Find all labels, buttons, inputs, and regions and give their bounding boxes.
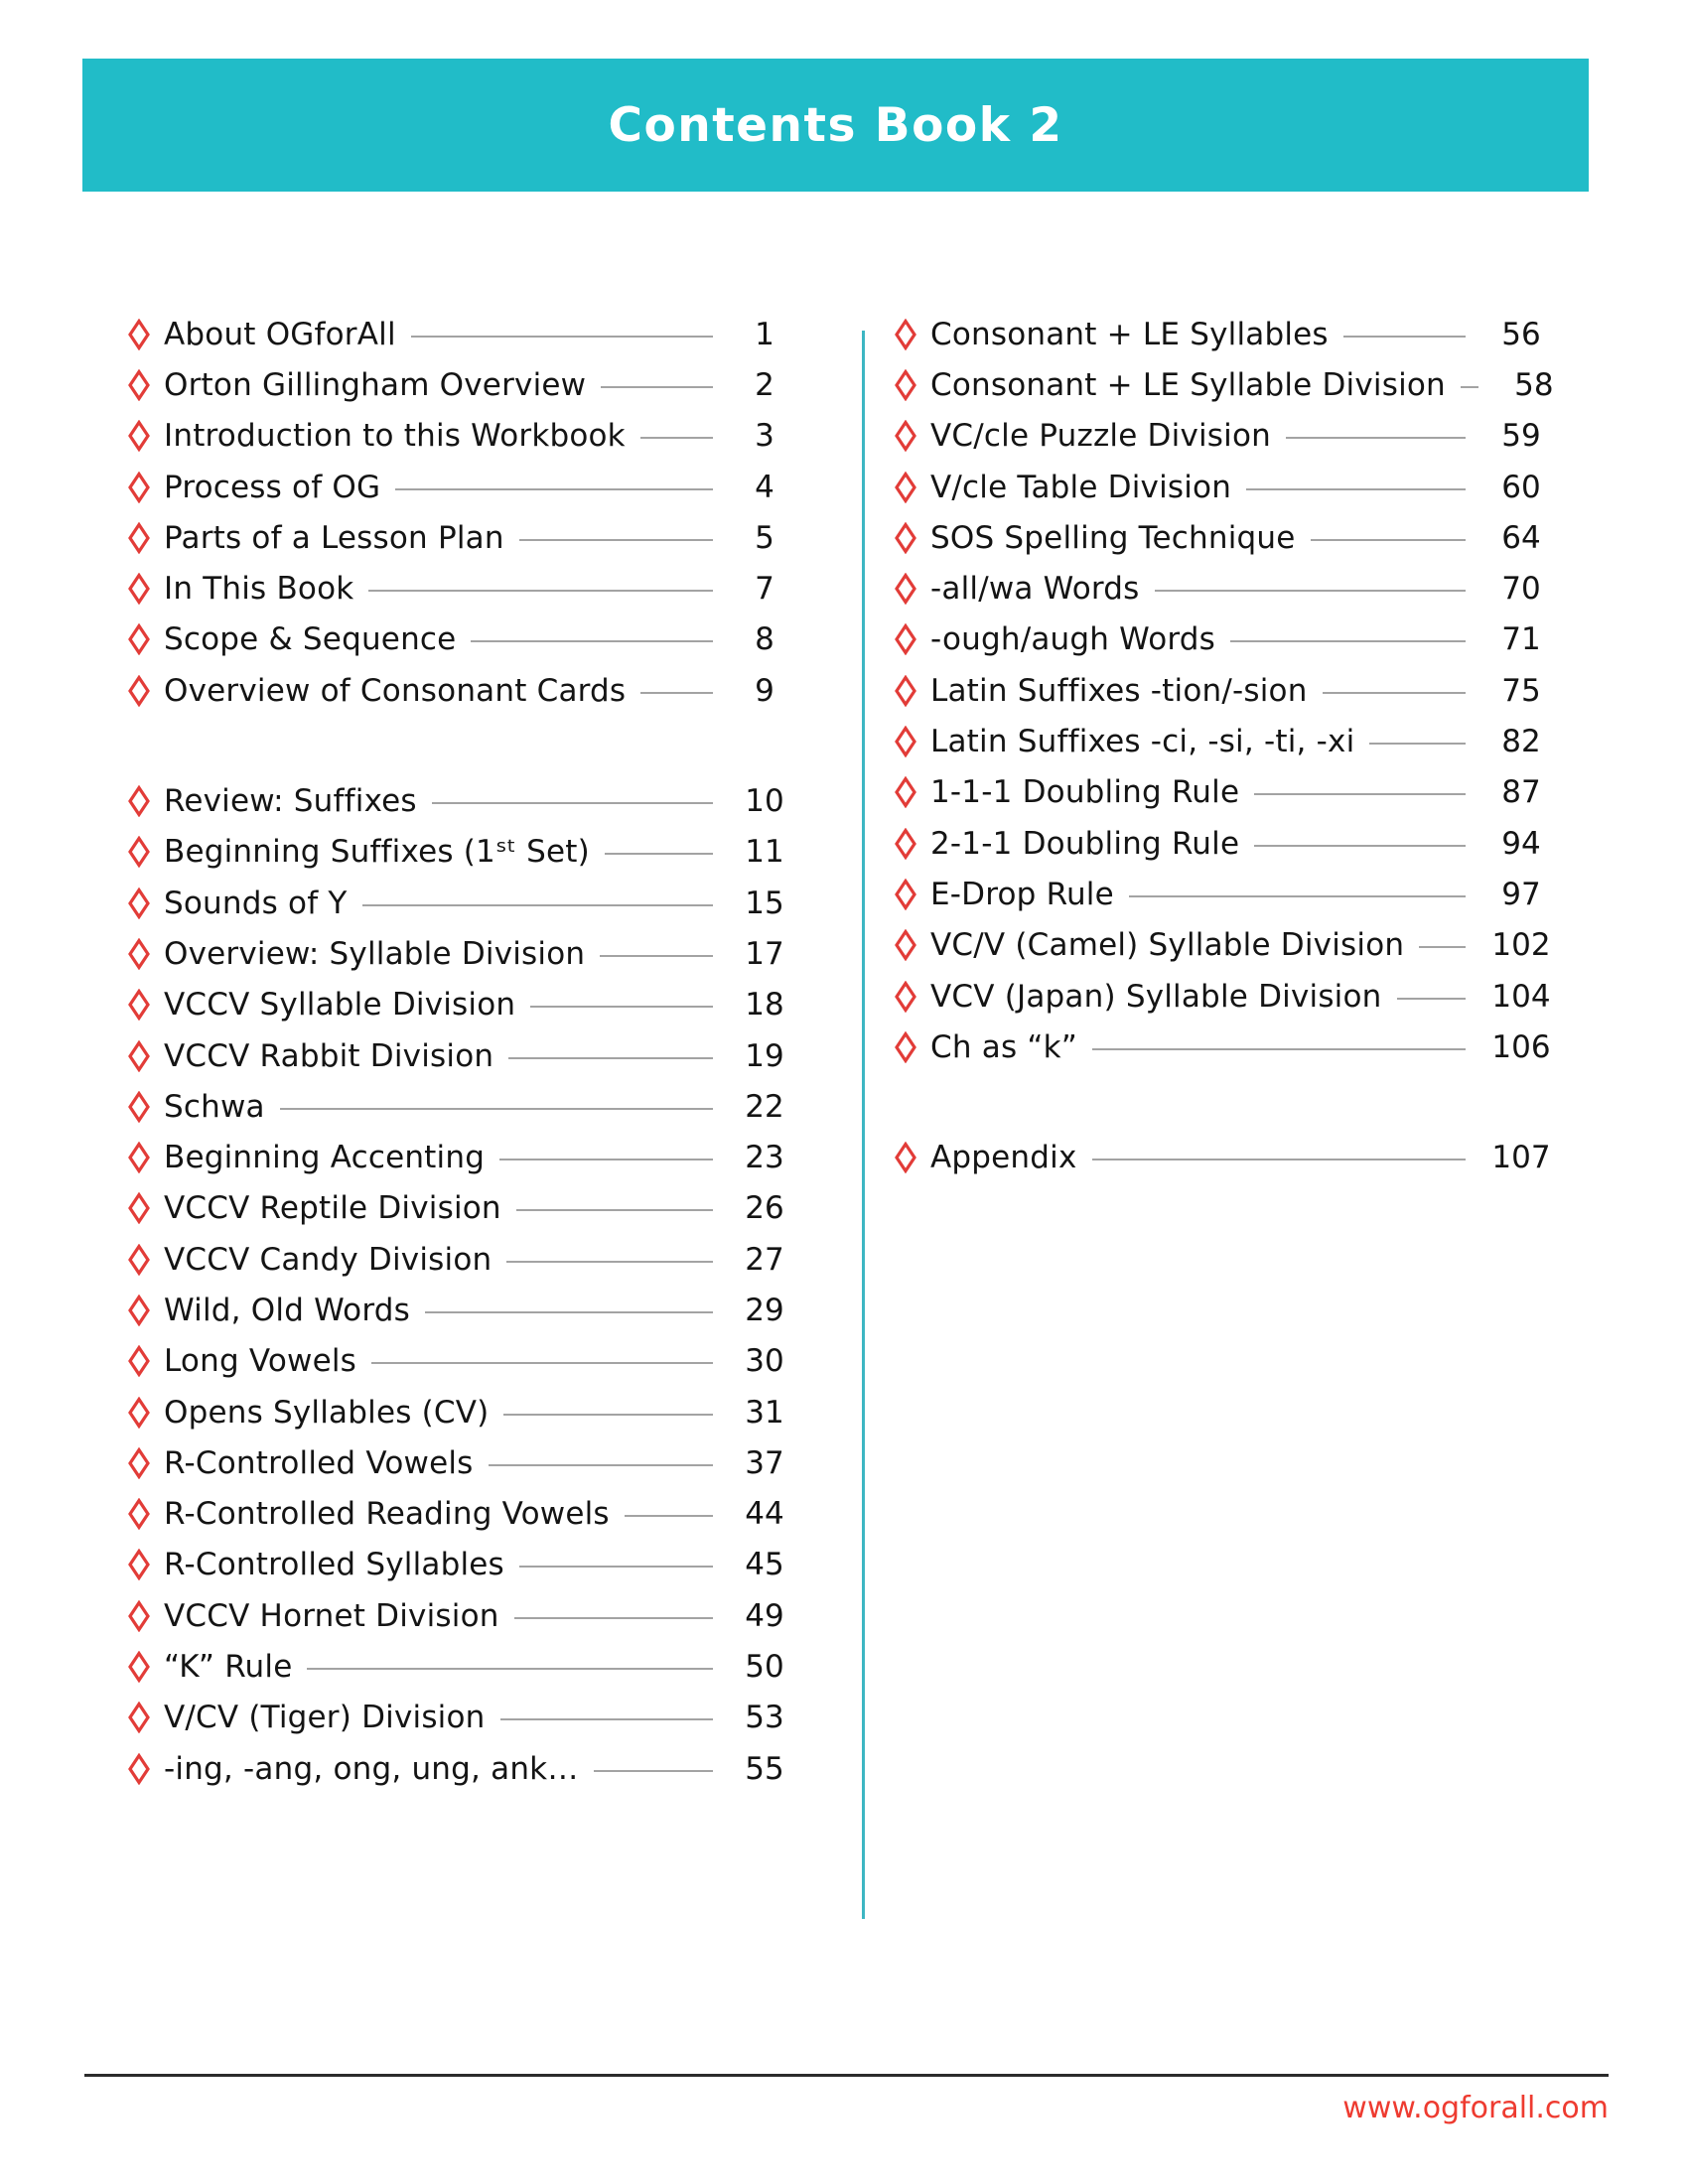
toc-entry-label: 1-1-1 Doubling Rule (930, 774, 1240, 811)
toc-entry (127, 1540, 806, 1590)
diamond-outline-icon (127, 1142, 151, 1173)
toc-entry-page: 10 (745, 783, 784, 820)
header-banner (82, 59, 1589, 192)
toc-entry (894, 1132, 1567, 1182)
diamond-outline-icon (127, 938, 151, 970)
toc-entry (894, 920, 1567, 971)
diamond-outline-icon (894, 776, 917, 808)
diamond-outline-icon (894, 420, 917, 452)
diamond-outline-icon (894, 675, 917, 707)
toc-entry-page: 102 (1491, 927, 1551, 964)
page-title: Contents Book 2 (608, 97, 1063, 153)
toc-entry-label: VCCV Syllable Division (164, 987, 516, 1024)
toc-entry-label: Orton Gillingham Overview (164, 366, 587, 403)
diamond-outline-icon (127, 623, 151, 655)
toc-entry-label: V/cle Table Division (930, 469, 1232, 505)
diamond-outline-icon (127, 1244, 151, 1276)
toc-entry-page: 59 (1501, 418, 1541, 455)
toc-entry-page: 107 (1491, 1140, 1551, 1176)
toc-entry-page: 106 (1491, 1028, 1551, 1065)
toc-entry-label: R-Controlled Reading Vowels (164, 1496, 610, 1533)
toc-entry-page: 27 (745, 1241, 784, 1278)
diamond-outline-icon (127, 1753, 151, 1785)
leader-line (503, 1414, 713, 1416)
toc-entry-label: Consonant + LE Syllables (930, 316, 1329, 352)
toc-entry-label: “K” Rule (164, 1649, 293, 1686)
leader-line (1246, 488, 1466, 490)
leader-line (411, 336, 713, 338)
toc-entry (127, 512, 806, 563)
toc-entry-page: 44 (745, 1496, 784, 1533)
diamond-outline-icon (127, 1702, 151, 1733)
diamond-outline-icon (127, 1091, 151, 1123)
leader-line (605, 853, 713, 855)
toc-entry (894, 869, 1567, 919)
toc-group-spacer (127, 716, 806, 775)
leader-line (640, 437, 713, 439)
leader-line (432, 802, 713, 804)
toc-entry-label: Schwa (164, 1088, 265, 1125)
diamond-outline-icon (127, 1295, 151, 1326)
diamond-outline-icon (894, 1142, 917, 1173)
toc-entry (127, 614, 806, 665)
toc-entry (127, 1132, 806, 1182)
toc-entry-page: 71 (1501, 621, 1541, 658)
diamond-outline-icon (127, 785, 151, 817)
toc-entry-page: 29 (745, 1292, 784, 1328)
toc-entry-label: VC/cle Puzzle Division (930, 418, 1271, 455)
toc-entry-label: Appendix (930, 1140, 1077, 1176)
toc-entry-page: 60 (1501, 469, 1541, 505)
toc-entry (127, 1641, 806, 1692)
leader-line (1155, 590, 1467, 592)
toc-entry-label: VCCV Candy Division (164, 1241, 492, 1278)
toc-entry-label: R-Controlled Syllables (164, 1547, 504, 1583)
leader-line (506, 1261, 713, 1263)
diamond-outline-icon (127, 472, 151, 503)
toc-entry (127, 980, 806, 1030)
diamond-outline-icon (127, 836, 151, 868)
toc-entry-page: 18 (745, 987, 784, 1024)
leader-line (1230, 640, 1466, 642)
leader-line (1254, 793, 1466, 795)
toc-entry-label: Sounds of Y (164, 885, 348, 921)
toc-entry (127, 1081, 806, 1132)
leader-line (1092, 1048, 1466, 1050)
toc-entry-page: 1 (755, 316, 774, 352)
toc-entry-label: Overview: Syllable Division (164, 935, 586, 972)
toc-entry-label: Latin Suffixes -tion/-sion (930, 672, 1308, 709)
leader-line (307, 1668, 713, 1670)
diamond-outline-icon (127, 369, 151, 401)
diamond-outline-icon (127, 1549, 151, 1580)
toc-entry (127, 1387, 806, 1437)
toc-entry (894, 1022, 1567, 1072)
leader-line (368, 590, 713, 592)
toc-entry-label: VCV (Japan) Syllable Division (930, 978, 1382, 1015)
toc-entry (894, 512, 1567, 563)
toc-entry (127, 1234, 806, 1285)
toc-group-spacer (894, 1072, 1567, 1132)
toc-entry (894, 563, 1567, 614)
diamond-outline-icon (127, 1498, 151, 1530)
toc-right-column (894, 309, 1567, 1183)
leader-line (395, 488, 713, 490)
toc-entry-label: Opens Syllables (CV) (164, 1394, 490, 1431)
toc-entry-page: 22 (745, 1088, 784, 1125)
toc-entry (127, 462, 806, 512)
diamond-outline-icon (894, 981, 917, 1013)
toc-entry (127, 1285, 806, 1335)
leader-line (371, 1362, 713, 1364)
toc-entry-label: Parts of a Lesson Plan (164, 519, 504, 556)
toc-entry-page: 94 (1501, 825, 1541, 862)
diamond-outline-icon (127, 1397, 151, 1429)
diamond-outline-icon (894, 879, 917, 910)
leader-line (519, 539, 713, 541)
leader-line (516, 1209, 713, 1211)
diamond-outline-icon (127, 887, 151, 919)
toc-entry (127, 411, 806, 462)
toc-entry-label: Process of OG (164, 469, 381, 505)
toc-entry-label: -all/wa Words (930, 571, 1140, 608)
leader-line (640, 692, 713, 694)
toc-entry-label: VCCV Rabbit Division (164, 1037, 494, 1074)
toc-entry-page: 104 (1491, 978, 1551, 1015)
toc-entry-label: E-Drop Rule (930, 876, 1114, 912)
toc-entry-label: R-Controlled Vowels (164, 1444, 474, 1481)
toc-entry-label: VC/V (Camel) Syllable Division (930, 927, 1405, 964)
toc-entry-page: 23 (745, 1140, 784, 1176)
toc-entry-label: Beginning Suffixes (1ˢᵗ Set) (164, 834, 590, 871)
toc-entry (127, 359, 806, 410)
toc-entry-label: Overview of Consonant Cards (164, 672, 627, 709)
toc-entry (127, 1437, 806, 1488)
toc-entry (127, 775, 806, 826)
leader-line (601, 386, 713, 388)
leader-line (471, 640, 713, 642)
leader-line (425, 1311, 713, 1313)
toc-entry-page: 8 (755, 621, 774, 658)
toc-left-column (127, 309, 806, 1794)
toc-entry (127, 1030, 806, 1081)
leader-line (530, 1006, 713, 1008)
leader-line (499, 1159, 713, 1160)
toc-entry-page: 70 (1501, 571, 1541, 608)
toc-entry-page: 49 (745, 1597, 784, 1634)
leader-line (1343, 336, 1466, 338)
toc-entry-label: Long Vowels (164, 1343, 357, 1380)
diamond-outline-icon (894, 573, 917, 605)
toc-entry (127, 928, 806, 979)
toc-entry-label: Review: Suffixes (164, 783, 417, 820)
diamond-outline-icon (894, 623, 917, 655)
toc-entry-page: 30 (745, 1343, 784, 1380)
toc-entry (894, 716, 1567, 766)
leader-line (1419, 946, 1466, 948)
toc-entry-page: 64 (1501, 519, 1541, 556)
leader-line (1129, 895, 1466, 897)
leader-line (594, 1770, 713, 1772)
diamond-outline-icon (127, 319, 151, 350)
toc-entry-label: Introduction to this Workbook (164, 418, 626, 455)
toc-entry-page: 15 (745, 885, 784, 921)
leader-line (362, 904, 714, 906)
diamond-outline-icon (894, 369, 917, 401)
diamond-outline-icon (894, 828, 917, 860)
leader-line (1461, 386, 1478, 388)
toc-entry-label: Ch as “k” (930, 1028, 1078, 1065)
toc-entry-page: 50 (745, 1649, 784, 1686)
diamond-outline-icon (127, 989, 151, 1021)
leader-line (1323, 692, 1466, 694)
toc-entry (894, 818, 1567, 869)
toc-entry-page: 55 (745, 1750, 784, 1787)
diamond-outline-icon (127, 573, 151, 605)
leader-line (514, 1617, 713, 1619)
toc-entry-label: -ough/augh Words (930, 621, 1215, 658)
toc-entry-label: SOS Spelling Technique (930, 519, 1296, 556)
toc-entry (127, 1693, 806, 1743)
toc-entry (894, 359, 1567, 410)
toc-entry-page: 19 (745, 1037, 784, 1074)
footer-rule (84, 2074, 1609, 2077)
toc-entry (127, 1743, 806, 1794)
toc-entry-page: 5 (755, 519, 774, 556)
toc-entry-label: V/CV (Tiger) Division (164, 1700, 486, 1736)
toc-entry (127, 1183, 806, 1234)
leader-line (508, 1057, 713, 1059)
diamond-outline-icon (894, 472, 917, 503)
diamond-outline-icon (127, 1651, 151, 1683)
toc-entry (894, 665, 1567, 716)
toc-entry-label: VCCV Reptile Division (164, 1190, 501, 1227)
toc-entry (127, 1489, 806, 1540)
toc-entry (894, 614, 1567, 665)
diamond-outline-icon (127, 1040, 151, 1072)
leader-line (519, 1566, 713, 1568)
toc-entry-page: 4 (755, 469, 774, 505)
toc-entry-page: 56 (1501, 316, 1541, 352)
toc-entry-page: 87 (1501, 774, 1541, 811)
toc-entry (127, 1336, 806, 1387)
toc-entry (894, 462, 1567, 512)
toc-entry (127, 665, 806, 716)
toc-entry-page: 75 (1501, 672, 1541, 709)
toc-entry-label: Latin Suffixes -ci, -si, -ti, -xi (930, 724, 1355, 760)
diamond-outline-icon (894, 522, 917, 554)
diamond-outline-icon (127, 522, 151, 554)
toc-entry (127, 878, 806, 928)
toc-entry-label: VCCV Hornet Division (164, 1597, 499, 1634)
toc-entry-page: 3 (755, 418, 774, 455)
toc-entry-label: In This Book (164, 571, 354, 608)
diamond-outline-icon (894, 726, 917, 757)
diamond-outline-icon (894, 319, 917, 350)
toc-entry (894, 767, 1567, 818)
toc-entry (894, 309, 1567, 359)
toc-entry (127, 563, 806, 614)
diamond-outline-icon (894, 1031, 917, 1063)
toc-entry-page: 2 (755, 366, 774, 403)
toc-entry-page: 7 (755, 571, 774, 608)
leader-line (1092, 1159, 1466, 1160)
toc-entry-label: About OGforAll (164, 316, 396, 352)
toc-entry-page: 26 (745, 1190, 784, 1227)
leader-line (600, 955, 713, 957)
toc-entry-page: 9 (755, 672, 774, 709)
toc-entry (894, 971, 1567, 1022)
diamond-outline-icon (127, 1345, 151, 1377)
toc-entry (894, 411, 1567, 462)
diamond-outline-icon (127, 675, 151, 707)
toc-entry-label: -ing, -ang, ong, ung, ank… (164, 1750, 579, 1787)
leader-line (280, 1108, 713, 1110)
leader-line (1311, 539, 1466, 541)
toc-entry-label: Consonant + LE Syllable Division (930, 366, 1446, 403)
footer-url-link[interactable]: www.ogforall.com (1342, 2091, 1609, 2125)
toc-entry-label: 2-1-1 Doubling Rule (930, 825, 1240, 862)
leader-line (500, 1718, 713, 1720)
toc-entry-label: Wild, Old Words (164, 1292, 410, 1328)
diamond-outline-icon (127, 1192, 151, 1224)
leader-line (1369, 743, 1466, 745)
toc-entry-page: 53 (745, 1700, 784, 1736)
column-divider (862, 331, 865, 1919)
leader-line (1286, 437, 1466, 439)
leader-line (1254, 845, 1466, 847)
toc-entry-page: 45 (745, 1547, 784, 1583)
leader-line (625, 1515, 713, 1517)
toc-entry (127, 1590, 806, 1641)
leader-line (1397, 998, 1467, 1000)
diamond-outline-icon (127, 1600, 151, 1632)
toc-entry-page: 82 (1501, 724, 1541, 760)
leader-line (489, 1464, 714, 1466)
toc-entry (127, 309, 806, 359)
toc-entry-page: 17 (745, 935, 784, 972)
diamond-outline-icon (894, 929, 917, 961)
toc-entry (127, 827, 806, 878)
toc-entry-page: 31 (745, 1394, 784, 1431)
toc-entry-page: 11 (745, 834, 784, 871)
diamond-outline-icon (127, 1447, 151, 1479)
toc-entry-page: 58 (1514, 366, 1554, 403)
toc-entry-page: 97 (1501, 876, 1541, 912)
toc-entry-label: Scope & Sequence (164, 621, 457, 658)
toc-entry-label: Beginning Accenting (164, 1140, 486, 1176)
toc-entry-page: 37 (745, 1444, 784, 1481)
diamond-outline-icon (127, 420, 151, 452)
